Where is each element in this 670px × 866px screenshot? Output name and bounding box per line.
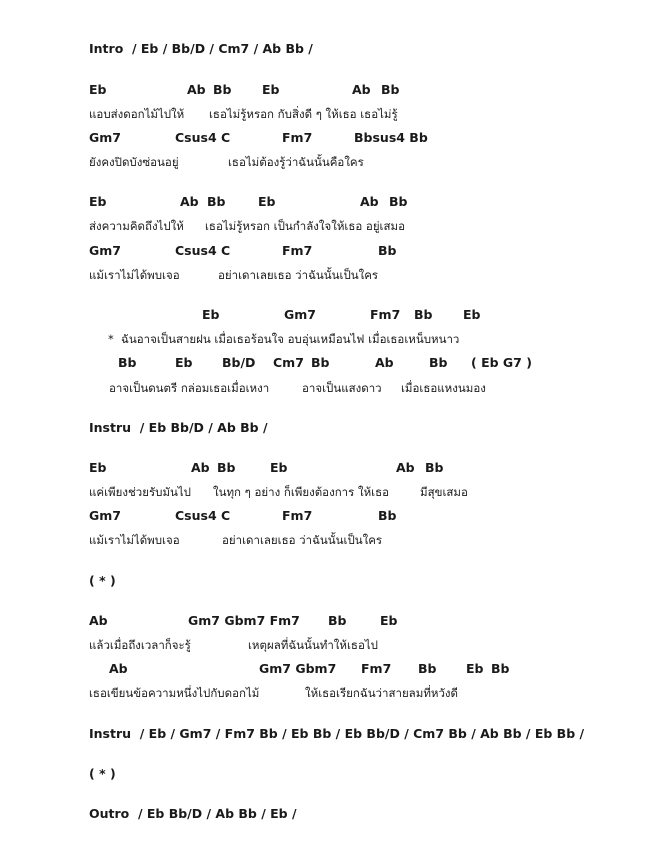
chord: Fm7 [282,130,313,145]
chord: Csus4 C [175,130,231,145]
repeat-chorus-marker-2 [0,764,670,784]
chord: Csus4 C [175,243,231,258]
chord: Eb [463,307,481,322]
lyric-segment: แอบส่งดอกไม้ไปให้ [89,107,185,121]
lyric-segment: อย่าเดาเลยเธอ ว่าฉันนั้นเป็นใคร [222,533,383,547]
chord: Eb [175,355,193,370]
chorus-lyric-line-1 [0,329,670,349]
lyric-segment: แค่เพียงช่วยรับมันไป [89,485,191,499]
verse1-chord-line-1 [0,80,670,100]
instru2-line [0,724,670,744]
lyric-segment: เธอเขียนข้อความหนึ่งไปกับดอกไม้ [89,686,260,700]
chorus-chord-line-1 [0,305,670,325]
chord: Bb [425,460,444,475]
chord: Eb [258,194,276,209]
chord: Gm7 Gbm7 [259,661,337,676]
chord: Bb [213,82,232,97]
chord: Fm7 [282,508,313,523]
instru1-line [0,418,670,438]
verse1-lyric-line-1 [0,104,670,124]
bridge-chord-line-1 [0,611,670,631]
instru2-progression: Instru / Eb / Gm7 / Fm7 Bb / Eb Bb / Eb Bb/D / Cm7 Bb / Ab Bb / Eb Bb / [89,726,585,741]
chord: Bb [217,460,236,475]
lyric-segment: เธอไม่รู้หรอก กับสิ่งดี ๆ ให้เธอ เธอไม่รู้ [209,107,398,121]
chord: Gm7 [89,243,121,258]
lyric-segment: ยังคงปิดบังซ่อนอยู่ [89,155,179,169]
lyric-segment: แม้เราไม่ได้พบเจอ [89,268,180,282]
lyric-segment: เหตุผลที่ฉันนั้นทำให้เธอไป [248,638,378,652]
chord: Gm7 [89,130,121,145]
lyric-segment: ในทุก ๆ อย่าง ก็เพียงต้องการ ให้เธอ [213,485,390,499]
chord: Bb [207,194,226,209]
chorus-lyric-line-2 [0,378,670,398]
chord: Ab [109,661,128,676]
bridge-chord-line-2 [0,659,670,679]
outro-line [0,804,670,824]
lyric-segment: เมื่อเธอแหงนมอง [401,381,486,395]
chord: Csus4 C [175,508,231,523]
chord: Fm7 [361,661,392,676]
chord: Bb [378,508,397,523]
repeat-chorus-marker [0,571,670,591]
lyric-segment: แล้วเมื่อถึงเวลาก็จะรู้ [89,638,191,652]
chord: Eb [380,613,398,628]
lyric-segment: ให้เธอเรียกฉันว่าสายลมที่หวังดี [305,686,459,700]
chord: Bb [429,355,448,370]
repeat-marker: ( * ) [89,573,116,588]
chord: Bb [414,307,433,322]
instru1-progression: Instru / Eb Bb/D / Ab Bb / [89,420,268,435]
chord: Bb [328,613,347,628]
chord: Eb [270,460,288,475]
lyric-segment: อย่าเดาเลยเธอ ว่าฉันนั้นเป็นใคร [218,268,379,282]
bridge-lyric-line-1 [0,635,670,655]
verse3-chord-line-1 [0,458,670,478]
intro-line [0,39,670,59]
chord: Eb [466,661,484,676]
chord: Ab [360,194,379,209]
lyric-segment: ส่งความคิดถึงไปให้ [89,219,184,233]
chord: Eb [89,460,107,475]
chord: Ab [187,82,206,97]
chord: Gm7 Gbm7 Fm7 [188,613,300,628]
chord: Eb [262,82,280,97]
chord: Bb [381,82,400,97]
verse3-lyric-line-1 [0,482,670,502]
chord: Bb [418,661,437,676]
chord: Bb [311,355,330,370]
verse2-lyric-line-2 [0,265,670,285]
verse1-lyric-line-2 [0,152,670,172]
chord: Ab [375,355,394,370]
chord: Ab [396,460,415,475]
chord: Cm7 [273,355,304,370]
lyric-segment: มีสุขเสมอ [420,485,468,499]
lyric-segment: เธอไม่รู้หรอก เป็นกำลังใจให้เธอ อยู่เสมอ [205,219,405,233]
chord: Bb [389,194,408,209]
lyric-segment: อาจเป็นแสงดาว [302,381,382,395]
chord: Fm7 [282,243,313,258]
chord: Eb [89,194,107,209]
chord: Ab [352,82,371,97]
lyric-segment: * ฉันอาจเป็นสายฝน เมื่อเธอร้อนใจ อบอุ่นเหมือนไฟ เมื่อเธอเหน็บหนาว [108,332,460,346]
chord: Bb [491,661,510,676]
chord: Ab [89,613,108,628]
chord: Bbsus4 Bb [354,130,428,145]
repeat-marker: ( * ) [89,766,116,781]
chord: Gm7 [89,508,121,523]
verse2-chord-line-1 [0,192,670,212]
verse1-chord-line-2 [0,128,670,148]
lyric-segment: เธอไม่ต้องรู้ว่าฉันนั้นคือใคร [228,155,364,169]
lyric-segment: แม้เราไม่ได้พบเจอ [89,533,180,547]
chord: Ab [180,194,199,209]
intro-progression: Intro / Eb / Bb/D / Cm7 / Ab Bb / [89,41,313,56]
chord: Gm7 [284,307,316,322]
chord: Bb [378,243,397,258]
verse3-chord-line-2 [0,506,670,526]
chord: Ab [191,460,210,475]
chord: ( Eb G7 ) [471,355,532,370]
chord: Fm7 [370,307,401,322]
outro-progression: Outro / Eb Bb/D / Ab Bb / Eb / [89,806,297,821]
verse3-lyric-line-2 [0,530,670,550]
verse2-lyric-line-1 [0,216,670,236]
lyric-segment: อาจเป็นดนตรี กล่อมเธอเมื่อเหงา [109,381,270,395]
chord: Eb [202,307,220,322]
chord: Eb [89,82,107,97]
chord: Bb [118,355,137,370]
bridge-lyric-line-2 [0,683,670,703]
chorus-chord-line-2 [0,353,670,373]
chord: Bb/D [222,355,256,370]
verse2-chord-line-2 [0,241,670,261]
